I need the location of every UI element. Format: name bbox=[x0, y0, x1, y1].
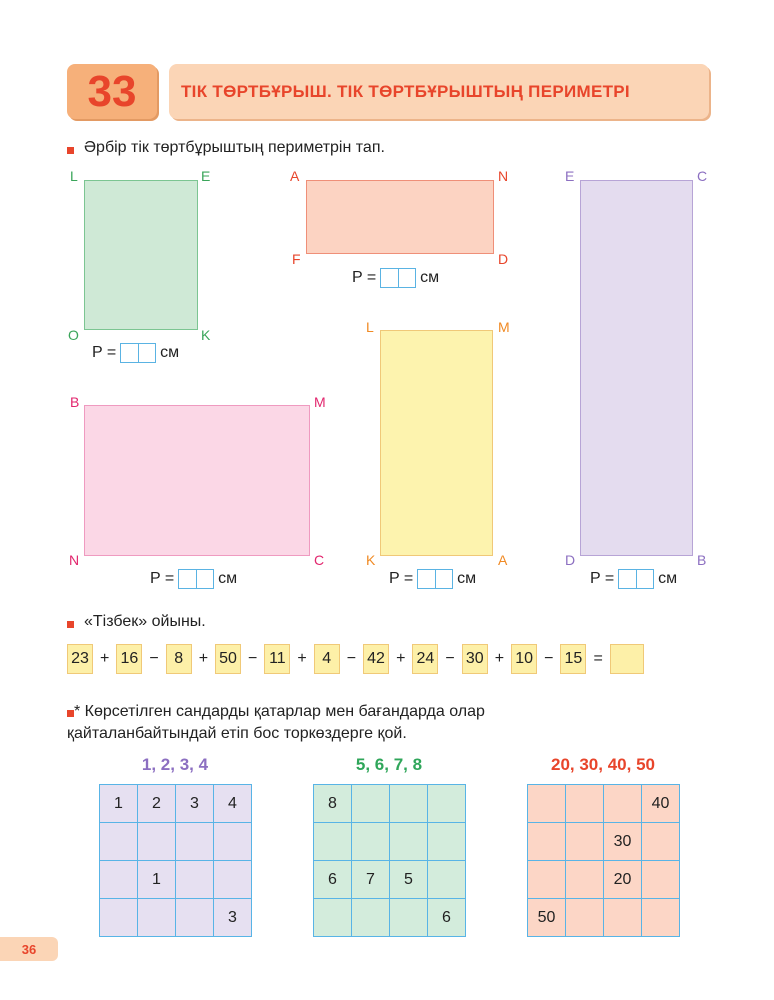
grid-cell[interactable] bbox=[100, 899, 138, 937]
grid-title: 1, 2, 3, 4 bbox=[141, 755, 209, 774]
grid-cell[interactable] bbox=[352, 823, 390, 861]
lesson-number: 33 bbox=[67, 64, 157, 119]
chain-operator: − bbox=[346, 650, 357, 667]
grid-cell[interactable] bbox=[138, 899, 176, 937]
grid-cell[interactable] bbox=[314, 823, 352, 861]
corner-label: A bbox=[498, 552, 508, 568]
grid-cell[interactable] bbox=[642, 861, 680, 899]
number-chain bbox=[67, 644, 644, 674]
grid-cell[interactable] bbox=[566, 785, 604, 823]
chain-number: 42 bbox=[363, 644, 389, 674]
grid-cell: 50 bbox=[528, 899, 566, 937]
grid-cell: 3 bbox=[176, 785, 214, 823]
chain-operator: + bbox=[100, 650, 110, 667]
chain-number: 4 bbox=[314, 644, 340, 674]
grid-cell[interactable] bbox=[604, 785, 642, 823]
perimeter-unit: см bbox=[420, 269, 440, 286]
grid-cell[interactable] bbox=[214, 823, 252, 861]
lesson-title bbox=[169, 64, 709, 119]
grid-cell[interactable] bbox=[604, 899, 642, 937]
rectangle-bmnc bbox=[84, 405, 310, 556]
grid-cell[interactable] bbox=[352, 899, 390, 937]
rectangle-anfd bbox=[306, 180, 494, 254]
task2-bullet bbox=[67, 621, 74, 628]
perimeter-unit: см bbox=[457, 570, 477, 587]
perimeter-prefix: P = bbox=[352, 269, 377, 286]
chain-operator: + bbox=[198, 650, 209, 667]
task2-text: «Тізбек» ойыны. bbox=[84, 613, 206, 630]
corner-label: K bbox=[366, 552, 376, 568]
grid-cell: 5 bbox=[390, 861, 428, 899]
chain-number: 30 bbox=[462, 644, 488, 674]
chain-number: 24 bbox=[412, 644, 438, 674]
corner-label: N bbox=[498, 168, 509, 184]
perimeter-answer bbox=[352, 268, 439, 288]
perimeter-answer bbox=[150, 569, 237, 589]
grid-cell[interactable] bbox=[390, 823, 428, 861]
grid-cell: 20 bbox=[604, 861, 642, 899]
grid-cell[interactable] bbox=[528, 861, 566, 899]
perimeter-prefix: P = bbox=[389, 570, 414, 587]
corner-label: K bbox=[201, 327, 211, 343]
latin-square-grid bbox=[99, 784, 252, 937]
chain-number: 8 bbox=[166, 644, 192, 674]
perimeter-answer bbox=[92, 343, 179, 363]
rectangle-lmka bbox=[380, 330, 493, 556]
grid-cell[interactable] bbox=[566, 861, 604, 899]
grid-cell[interactable] bbox=[528, 823, 566, 861]
grid-cell: 7 bbox=[352, 861, 390, 899]
corner-label: N bbox=[69, 552, 80, 568]
grid-cell[interactable] bbox=[428, 823, 466, 861]
lesson-title-text: ТІК ТӨРТБҰРЫШ. ТІК ТӨРТБҰРЫШТЫҢ ПЕРИМЕТРІ bbox=[181, 81, 630, 101]
chain-operator: + bbox=[494, 650, 505, 667]
task1-bullet bbox=[67, 147, 74, 154]
corner-label: F bbox=[292, 251, 301, 267]
chain-number: 15 bbox=[560, 644, 586, 674]
grid-cell[interactable] bbox=[100, 861, 138, 899]
grid-cell: 4 bbox=[214, 785, 252, 823]
grid-cell[interactable] bbox=[214, 861, 252, 899]
chain-number: 16 bbox=[116, 644, 142, 674]
rectangle-ecdb bbox=[580, 180, 693, 556]
grid-cell: 1 bbox=[100, 785, 138, 823]
corner-label: C bbox=[314, 552, 325, 568]
corner-label: C bbox=[697, 168, 708, 184]
chain-number: 23 bbox=[67, 644, 93, 674]
answer-box[interactable] bbox=[120, 343, 156, 363]
corner-label: B bbox=[697, 552, 707, 568]
grid-cell: 40 bbox=[642, 785, 680, 823]
corner-label: M bbox=[314, 394, 326, 410]
grid-cell[interactable] bbox=[100, 823, 138, 861]
corner-label: O bbox=[68, 327, 79, 343]
chain-operator: − bbox=[248, 650, 258, 667]
grid-cell[interactable] bbox=[642, 823, 680, 861]
corner-label: D bbox=[565, 552, 576, 568]
grid-cell[interactable] bbox=[528, 785, 566, 823]
grid-cell[interactable] bbox=[176, 861, 214, 899]
task3-text-line2: қайталанбайтындай етіп бос торкөздерге қой. bbox=[67, 725, 407, 742]
latin-square-grid bbox=[313, 784, 466, 937]
chain-operator: = bbox=[593, 650, 603, 667]
corner-label: A bbox=[290, 168, 300, 184]
grid-cell[interactable] bbox=[176, 823, 214, 861]
perimeter-answer bbox=[389, 569, 476, 589]
chain-operator: + bbox=[297, 650, 307, 667]
grid-cell[interactable] bbox=[176, 899, 214, 937]
chain-operator: − bbox=[544, 650, 554, 667]
grid-title: 20, 30, 40, 50 bbox=[551, 755, 655, 774]
chain-operator: − bbox=[445, 650, 455, 667]
perimeter-prefix: P = bbox=[92, 344, 117, 361]
task3-bullet bbox=[67, 710, 74, 717]
corner-label: D bbox=[498, 251, 509, 267]
task1-text: Әрбір тік төртбұрыштың периметрін тап. bbox=[84, 139, 385, 156]
grid-cell: 6 bbox=[314, 861, 352, 899]
grid-cell[interactable] bbox=[566, 899, 604, 937]
chain-operator: − bbox=[149, 650, 159, 667]
corner-label: B bbox=[70, 394, 80, 410]
corner-label: E bbox=[201, 168, 211, 184]
grid-cell: 1 bbox=[138, 861, 176, 899]
grid-cell[interactable] bbox=[138, 823, 176, 861]
perimeter-answer bbox=[590, 569, 677, 589]
perimeter-unit: см bbox=[160, 344, 180, 361]
grid-title: 5, 6, 7, 8 bbox=[355, 755, 423, 774]
corner-label: L bbox=[366, 319, 374, 335]
perimeter-prefix: P = bbox=[150, 570, 175, 587]
grid-cell: 3 bbox=[214, 899, 252, 937]
latin-square-grid bbox=[527, 784, 680, 937]
chain-number: 11 bbox=[264, 644, 290, 674]
perimeter-unit: см bbox=[658, 570, 678, 587]
corner-label: L bbox=[70, 168, 78, 184]
chain-number: 10 bbox=[511, 644, 537, 674]
grid-cell[interactable] bbox=[390, 899, 428, 937]
chain-operator: + bbox=[396, 650, 406, 667]
grid-cell[interactable] bbox=[428, 785, 466, 823]
grid-cell[interactable] bbox=[642, 899, 680, 937]
grid-cell[interactable] bbox=[390, 785, 428, 823]
grid-cell[interactable] bbox=[428, 861, 466, 899]
answer-box[interactable] bbox=[178, 569, 214, 589]
grid-cell: 8 bbox=[314, 785, 352, 823]
corner-label: M bbox=[498, 319, 510, 335]
perimeter-prefix: P = bbox=[590, 570, 615, 587]
perimeter-unit: см bbox=[218, 570, 238, 587]
chain-number: 50 bbox=[215, 644, 241, 674]
answer-box[interactable] bbox=[417, 569, 453, 589]
grid-cell: 2 bbox=[138, 785, 176, 823]
page-number: 36 bbox=[0, 937, 58, 961]
answer-box[interactable] bbox=[380, 268, 416, 288]
task3-text-line1: * Көрсетілген сандарды қатарлар мен бағандарда олар bbox=[74, 703, 485, 720]
grid-cell[interactable] bbox=[566, 823, 604, 861]
grid-cell[interactable] bbox=[314, 899, 352, 937]
grid-cell[interactable] bbox=[352, 785, 390, 823]
corner-label: E bbox=[565, 168, 575, 184]
answer-box[interactable] bbox=[618, 569, 654, 589]
chain-answer-box[interactable] bbox=[610, 644, 644, 674]
grid-cell: 30 bbox=[604, 823, 642, 861]
grid-cell: 6 bbox=[428, 899, 466, 937]
rectangle-leok bbox=[84, 180, 198, 330]
